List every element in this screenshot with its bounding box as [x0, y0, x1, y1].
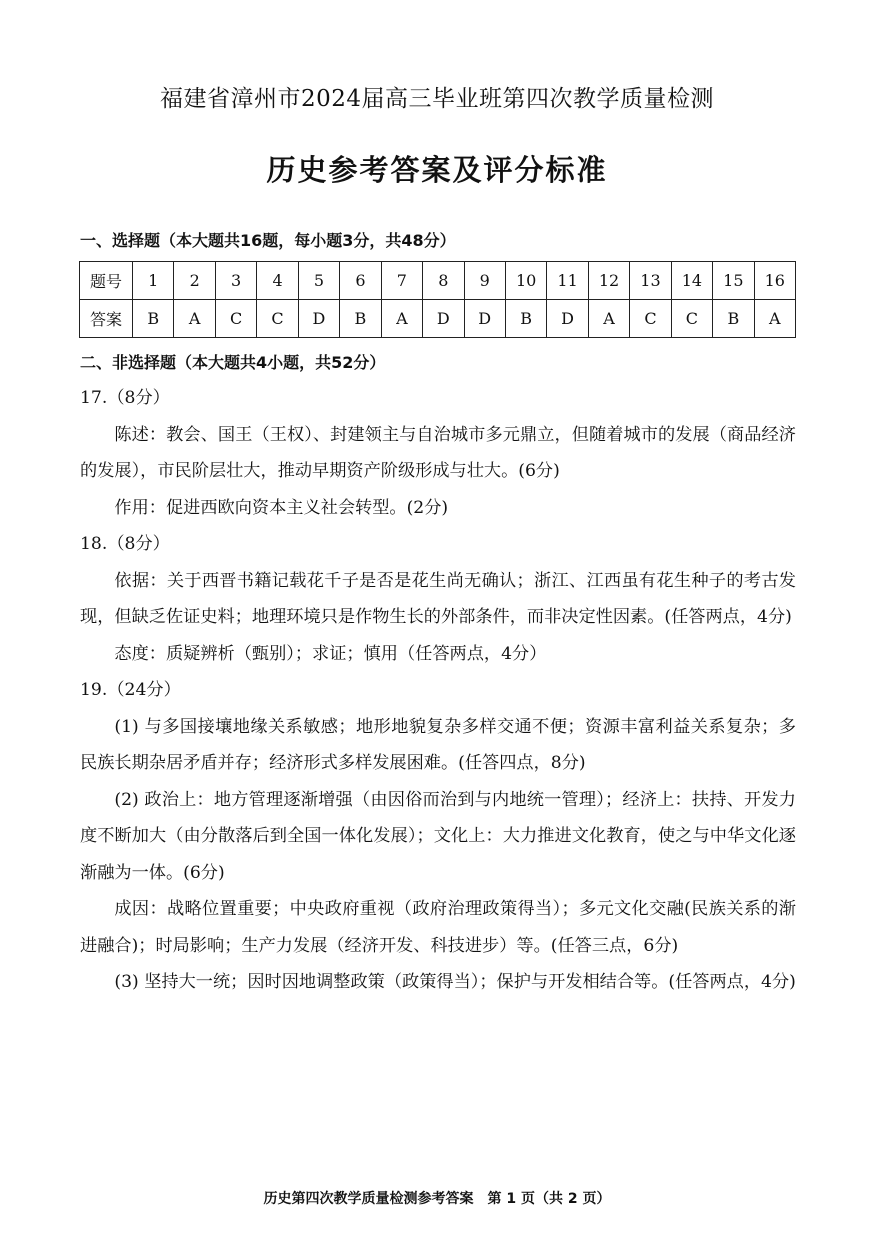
- question-19-number: 19.（24分）: [80, 680, 181, 700]
- answer-cell: D: [298, 300, 339, 338]
- question-number-cell: 16: [754, 262, 795, 300]
- answer-cell: A: [381, 300, 422, 338]
- question-17-statement: 陈述：教会、国王（王权）、封建领主与自治城市多元鼎立，但随着城市的发展（商品经济的发展），市民阶层壮大，推动早期资产阶级形成与壮大。(6分): [80, 424, 796, 481]
- question-number-cell: 4: [257, 262, 298, 300]
- answer-cell: D: [547, 300, 588, 338]
- answer-cell: D: [464, 300, 505, 338]
- question-number-cell: 5: [298, 262, 339, 300]
- answer-cell: B: [505, 300, 546, 338]
- question-19-part-1: (1) 与多国接壤地缘关系敏感；地形地貌复杂多样交通不便；资源丰富利益关系复杂；多民族长期杂居矛盾并存；经济形式多样发展困难。(任答四点，8分): [80, 716, 796, 773]
- answer-cell: B: [133, 300, 174, 338]
- answer-cell: C: [257, 300, 298, 338]
- answer-cell: D: [423, 300, 464, 338]
- answer-cell: B: [713, 300, 754, 338]
- question-number-cell: 13: [630, 262, 671, 300]
- answer-cell: A: [174, 300, 215, 338]
- answer-cell: C: [671, 300, 712, 338]
- question-number-cell: 8: [423, 262, 464, 300]
- question-number-cell: 12: [588, 262, 629, 300]
- question-number-cell: 11: [547, 262, 588, 300]
- answer-cell: C: [215, 300, 256, 338]
- question-number-cell: 6: [340, 262, 381, 300]
- answer-content: [80, 380, 796, 1001]
- question-number-cell: 3: [215, 262, 256, 300]
- answer-table: [79, 261, 796, 338]
- question-19-part-3: (3) 坚持大一统；因时因地调整政策（政策得当）；保护与开发相结合等。(任答两点，4分): [114, 972, 796, 992]
- row-label-answer: 答案: [80, 300, 133, 338]
- question-number-cell: 14: [671, 262, 712, 300]
- question-number-cell: 7: [381, 262, 422, 300]
- question-17-effect: 作用：促进西欧向资本主义社会转型。(2分): [114, 497, 449, 518]
- question-18-attitude: 态度：质疑辨析（甄别）；求证；慎用（任答两点，4分）: [114, 643, 547, 664]
- question-19-causes: 成因：战略位置重要；中央政府重视（政府治理政策得当）；多元文化交融(民族关系的渐进融合)；时局影响；生产力发展（经济开发、科技进步）等。(任答三点，6分): [80, 899, 796, 956]
- answer-row: [80, 300, 796, 338]
- exam-title: 福建省漳州市2024届高三毕业班第四次教学质量检测: [159, 86, 715, 112]
- question-number-row: [80, 262, 796, 300]
- answer-cell: B: [340, 300, 381, 338]
- question-19-part-2: (2) 政治上：地方管理逐渐增强（由因俗而治到与内地统一管理）；经济上：扶持、开发力度不断加大（由分散落后到全国一体化发展）；文化上：大力推进文化教育，使之与中华文化逐渐融为一体。(6分): [80, 789, 796, 883]
- question-number-cell: 2: [174, 262, 215, 300]
- question-18-basis: 依据：关于西晋书籍记载花千子是否是花生尚无确认；浙江、江西虽有花生种子的考古发现，但缺乏佐证史料；地理环境只是作物生长的外部条件，而非决定性因素。(任答两点，4分): [80, 570, 796, 627]
- section-heading-non-choice: 二、非选择题（本大题共4小题，共52分）: [80, 353, 386, 372]
- question-number-cell: 15: [713, 262, 754, 300]
- question-17-number: 17.（8分）: [80, 388, 170, 408]
- question-18-number: 18.（8分）: [80, 534, 170, 554]
- question-number-cell: 10: [505, 262, 546, 300]
- section-heading-multiple-choice: 一、选择题（本大题共16题，每小题3分，共48分）: [80, 231, 456, 250]
- question-number-cell: 9: [464, 262, 505, 300]
- page-footer: 历史第四次教学质量检测参考答案 第 1 页（共 2 页）: [263, 1191, 611, 1207]
- answer-cell: A: [588, 300, 629, 338]
- answer-cell: C: [630, 300, 671, 338]
- answer-cell: A: [754, 300, 795, 338]
- question-number-cell: 1: [133, 262, 174, 300]
- page-title: 历史参考答案及评分标准: [266, 153, 608, 187]
- row-label-question: 题号: [80, 262, 133, 300]
